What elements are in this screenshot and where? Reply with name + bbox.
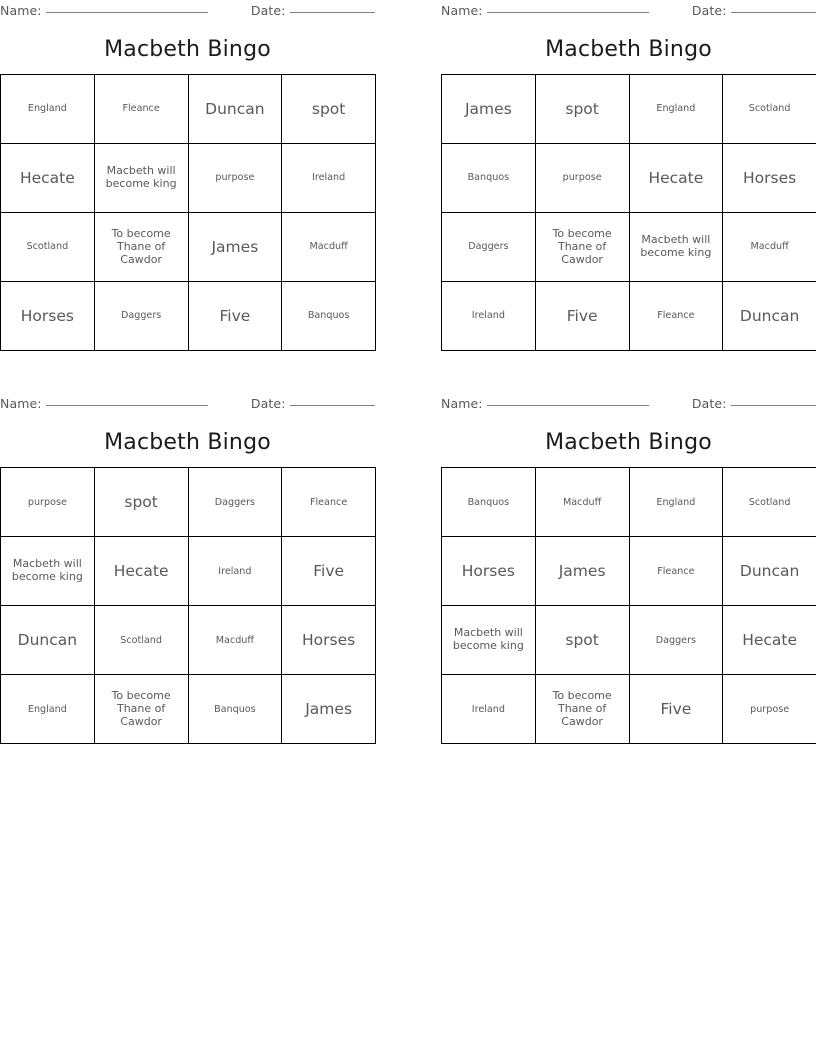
- bingo-cell[interactable]: Banquos: [442, 144, 536, 213]
- bingo-row: [442, 468, 816, 537]
- name-write-in-line[interactable]: [46, 12, 209, 13]
- name-date-header: [0, 0, 375, 20]
- bingo-cell[interactable]: Macduff: [188, 606, 282, 675]
- bingo-row: [442, 606, 816, 675]
- bingo-cell[interactable]: Banquos: [282, 282, 376, 351]
- bingo-cell[interactable]: Five: [188, 282, 282, 351]
- bingo-cell[interactable]: England: [1, 675, 95, 744]
- bingo-grid: [441, 467, 816, 744]
- bingo-cell[interactable]: Horses: [1, 282, 95, 351]
- bingo-row: [442, 75, 816, 144]
- bingo-cell[interactable]: Macbeth will become king: [1, 537, 95, 606]
- bingo-cell[interactable]: James: [282, 675, 376, 744]
- date-label: Date:: [691, 3, 727, 18]
- bingo-cell[interactable]: Horses: [282, 606, 376, 675]
- date-label: Date:: [250, 3, 286, 18]
- bingo-cell[interactable]: Scotland: [723, 75, 816, 144]
- bingo-cell[interactable]: Five: [535, 282, 629, 351]
- bingo-row: [442, 213, 816, 282]
- bingo-cell[interactable]: Daggers: [94, 282, 188, 351]
- bingo-cell[interactable]: Ireland: [282, 144, 376, 213]
- bingo-card-4: [441, 393, 816, 744]
- card-title: Macbeth Bingo: [545, 37, 712, 62]
- bingo-cell[interactable]: James: [442, 75, 536, 144]
- bingo-cell[interactable]: Daggers: [442, 213, 536, 282]
- bingo-cell[interactable]: Horses: [723, 144, 816, 213]
- bingo-cell[interactable]: spot: [94, 468, 188, 537]
- date-write-in-line[interactable]: [290, 12, 375, 13]
- bingo-cell[interactable]: Hecate: [94, 537, 188, 606]
- bingo-row: [442, 675, 816, 744]
- bingo-cell[interactable]: To become Thane of Cawdor: [535, 213, 629, 282]
- bingo-cell[interactable]: Macbeth will become king: [629, 213, 723, 282]
- bingo-cell[interactable]: Duncan: [188, 75, 282, 144]
- bingo-card-1: [0, 0, 375, 351]
- bingo-cell[interactable]: purpose: [723, 675, 816, 744]
- bingo-cell[interactable]: England: [629, 468, 723, 537]
- bingo-cell[interactable]: spot: [535, 75, 629, 144]
- bingo-cell[interactable]: England: [629, 75, 723, 144]
- bingo-cell[interactable]: Hecate: [723, 606, 816, 675]
- bingo-cell[interactable]: Duncan: [723, 537, 816, 606]
- bingo-cell[interactable]: purpose: [1, 468, 95, 537]
- bingo-row: [1, 144, 376, 213]
- bingo-cell[interactable]: Fleance: [629, 537, 723, 606]
- bingo-cell[interactable]: Ireland: [442, 675, 536, 744]
- bingo-row: [442, 144, 816, 213]
- bingo-cell[interactable]: spot: [535, 606, 629, 675]
- bingo-cell[interactable]: purpose: [188, 144, 282, 213]
- bingo-cell[interactable]: Five: [282, 537, 376, 606]
- bingo-row: [442, 282, 816, 351]
- bingo-row: [1, 468, 376, 537]
- name-label: Name:: [0, 396, 42, 412]
- card-title: Macbeth Bingo: [545, 430, 712, 456]
- name-label: Name:: [441, 396, 483, 412]
- bingo-cell[interactable]: England: [1, 75, 95, 144]
- bingo-cell[interactable]: Macduff: [282, 213, 376, 282]
- bingo-cell[interactable]: Fleance: [282, 468, 376, 537]
- name-write-in-line[interactable]: [487, 12, 650, 13]
- bingo-cell[interactable]: To become Thane of Cawdor: [535, 675, 629, 744]
- bingo-cell[interactable]: Duncan: [1, 606, 95, 675]
- bingo-row: [442, 537, 816, 606]
- bingo-row: [1, 606, 376, 675]
- bingo-cell[interactable]: To become Thane of Cawdor: [94, 213, 188, 282]
- bingo-card-3: [0, 393, 375, 744]
- bingo-row: [1, 213, 376, 282]
- bingo-row: [1, 282, 376, 351]
- date-label: Date:: [691, 396, 727, 412]
- bingo-cell[interactable]: James: [188, 213, 282, 282]
- name-date-header: [441, 393, 816, 413]
- bingo-cell[interactable]: Macduff: [535, 468, 629, 537]
- bingo-cell[interactable]: James: [535, 537, 629, 606]
- bingo-row: [1, 75, 376, 144]
- bingo-cell[interactable]: Fleance: [629, 282, 723, 351]
- bingo-cell[interactable]: Ireland: [188, 537, 282, 606]
- bingo-cell[interactable]: Scotland: [723, 468, 816, 537]
- bingo-grid: [441, 74, 816, 351]
- card-title: Macbeth Bingo: [104, 37, 271, 62]
- name-date-header: [0, 393, 375, 413]
- date-write-in-line[interactable]: [731, 12, 816, 13]
- bingo-cell[interactable]: Banquos: [188, 675, 282, 744]
- bingo-cell[interactable]: Horses: [442, 537, 536, 606]
- bingo-cell[interactable]: Hecate: [1, 144, 95, 213]
- bingo-cell[interactable]: Macbeth will become king: [442, 606, 536, 675]
- bingo-grid: [0, 467, 376, 744]
- name-label: Name:: [0, 3, 42, 18]
- bingo-cell[interactable]: Five: [629, 675, 723, 744]
- bingo-cell[interactable]: Banquos: [442, 468, 536, 537]
- bingo-cell[interactable]: Macbeth will become king: [94, 144, 188, 213]
- date-label: Date:: [250, 396, 286, 412]
- bingo-cell[interactable]: Fleance: [94, 75, 188, 144]
- bingo-cell[interactable]: Daggers: [629, 606, 723, 675]
- name-write-in-line[interactable]: [46, 405, 209, 406]
- bingo-cell[interactable]: Daggers: [188, 468, 282, 537]
- name-label: Name:: [441, 3, 483, 18]
- bingo-grid: [0, 74, 376, 351]
- date-write-in-line[interactable]: [731, 405, 816, 406]
- bingo-cell[interactable]: Scotland: [94, 606, 188, 675]
- bingo-cell[interactable]: Duncan: [723, 282, 816, 351]
- bingo-cell[interactable]: Macduff: [723, 213, 816, 282]
- bingo-cell[interactable]: Ireland: [442, 282, 536, 351]
- bingo-row: [1, 675, 376, 744]
- name-date-header: [441, 0, 816, 20]
- bingo-cell[interactable]: purpose: [535, 144, 629, 213]
- bingo-cell[interactable]: Scotland: [1, 213, 95, 282]
- bingo-row: [1, 537, 376, 606]
- bingo-card-2: [441, 0, 816, 351]
- bingo-cell[interactable]: To become Thane of Cawdor: [94, 675, 188, 744]
- bingo-cell[interactable]: spot: [282, 75, 376, 144]
- date-write-in-line[interactable]: [290, 405, 375, 406]
- name-write-in-line[interactable]: [487, 405, 650, 406]
- card-title: Macbeth Bingo: [104, 430, 271, 456]
- bingo-cell[interactable]: Hecate: [629, 144, 723, 213]
